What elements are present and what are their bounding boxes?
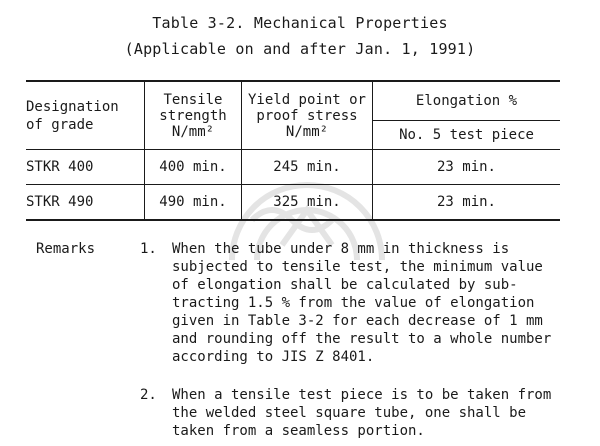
cell-elongation: 23 min. <box>373 185 561 221</box>
header-designation-line2: of grade <box>26 116 94 133</box>
cell-elongation: 23 min. <box>373 150 561 185</box>
table-row <box>26 150 560 185</box>
remark-line: according to JIS Z 8401. <box>172 349 375 365</box>
header-elongation: Elongation % <box>373 81 561 121</box>
cell-yield: 245 min. <box>242 150 373 185</box>
remark-item <box>36 240 552 366</box>
header-elongation-test-piece: No. 5 test piece <box>373 121 561 150</box>
remark-number: 2. <box>140 387 157 403</box>
remark-line: given in Table 3-2 for each decrease of 1 mm <box>172 313 543 329</box>
header-designation <box>26 81 145 150</box>
remark-line: When the tube under 8 mm in thickness is <box>172 241 510 257</box>
remark-item <box>36 386 552 440</box>
table-row <box>26 185 560 221</box>
header-tensile-unit: N/mm² <box>171 123 215 140</box>
header-yield-line1: Yield point or <box>247 91 366 108</box>
remark-text <box>172 240 552 366</box>
header-tensile-line2: strength <box>159 107 227 124</box>
remark-line: When a tensile test piece is to be taken from <box>172 387 552 403</box>
header-yield-line2: proof stress <box>256 107 358 124</box>
header-tensile-line1: Tensile <box>163 91 223 108</box>
cell-grade: STKR 400 <box>26 150 145 185</box>
header-yield <box>242 81 373 150</box>
cell-tensile: 490 min. <box>145 185 242 221</box>
header-designation-line1: Designation <box>26 98 119 115</box>
table-title: Table 3-2. Mechanical Properties <box>152 14 448 32</box>
remark-line: subjected to tensile test, the minimum value <box>172 259 543 275</box>
remarks-label: Remarks <box>36 241 96 257</box>
remarks-section <box>36 240 552 440</box>
remark-line: of elongation shall be calculated by sub- <box>172 277 518 293</box>
cell-grade: STKR 490 <box>26 185 145 221</box>
remark-line: and rounding off the result to a whole number <box>172 331 552 347</box>
mechanical-properties-table <box>26 80 560 221</box>
cell-tensile: 400 min. <box>145 150 242 185</box>
remark-line: taken from a seamless portion. <box>172 423 425 439</box>
remark-number: 1. <box>140 241 157 257</box>
header-tensile <box>145 81 242 150</box>
table-subtitle: (Applicable on and after Jan. 1, 1991) <box>124 40 476 58</box>
header-yield-unit: N/mm² <box>285 123 329 140</box>
remark-text <box>172 386 552 440</box>
header-row <box>26 81 560 121</box>
remark-line: the welded steel square tube, one shall be <box>172 405 527 421</box>
remark-line: tracting 1.5 % from the value of elongation <box>172 295 535 311</box>
cell-yield: 325 min. <box>242 185 373 221</box>
